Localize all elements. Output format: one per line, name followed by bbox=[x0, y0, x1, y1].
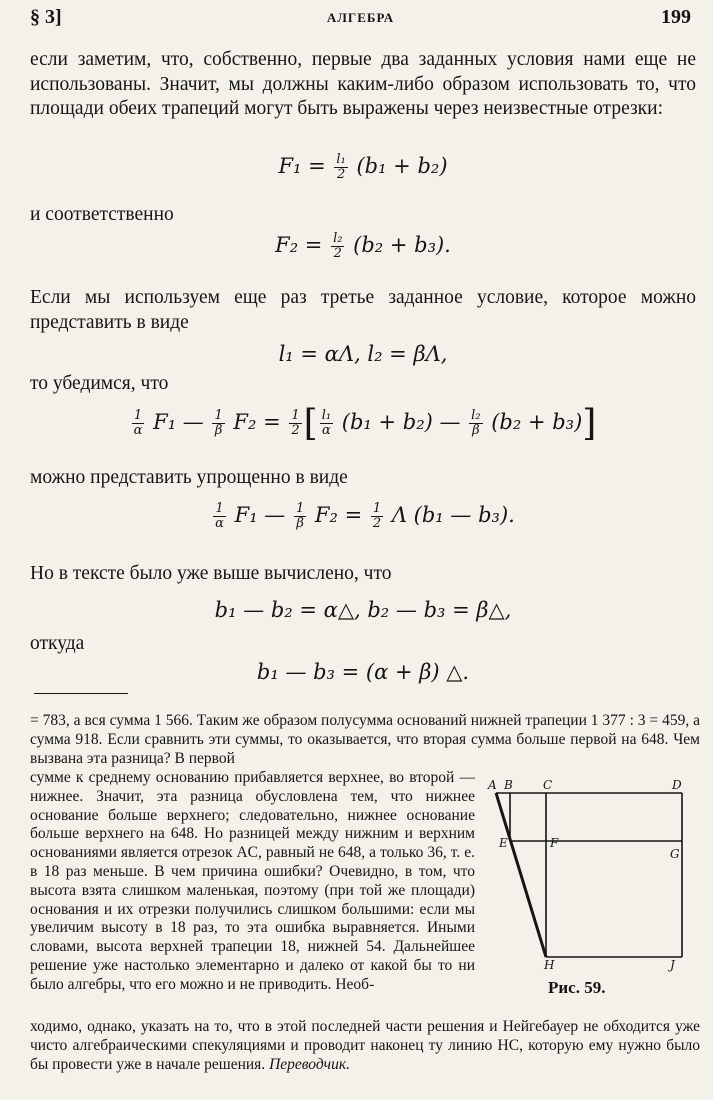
paragraph-2: и соответственно bbox=[30, 204, 174, 225]
footnote-top: = 783, а вся сумма 1 566. Таким же образом полусумма оснований нижней трапеции 1 377 : 3 = 459, а сумма 918. Если сравнить эти суммы, то оказывается, что вторая сумма больше первой на 648. Чем вызвана эта разница? В первой bbox=[30, 712, 700, 767]
formula-f6: b₁ — b₂ = α△, b₂ — b₃ = β△, bbox=[214, 598, 512, 622]
translator-signature: Переводчик. bbox=[269, 1055, 350, 1073]
paragraph-7: откуда bbox=[30, 633, 85, 654]
trapezoid-diagram bbox=[486, 777, 692, 972]
label-A: A bbox=[488, 778, 497, 792]
label-J: J bbox=[670, 958, 675, 972]
formula-f2: F₂ = $\frac{\text{l₂}}{2}$ (b₂ + b₃). bbox=[275, 231, 451, 261]
running-title: АЛГЕБРА bbox=[326, 10, 395, 25]
paragraph-4: то убедимся, что bbox=[30, 373, 169, 394]
paragraph-6: Но в тексте было уже выше вычислено, что bbox=[30, 563, 392, 584]
formula-f4: $\frac{1}{\alpha}$ F₁ — $\frac{1}{\beta}$ F₂ = $\frac{1}{2}$ [ $\frac{\text{l₁}}{\alpha}$ (b₁ + b₂) — $\frac{\text{l₂}}{\beta}$ (b₂ + b₃)] bbox=[133, 403, 597, 444]
label-B: B bbox=[504, 778, 513, 792]
footnote-bottom: ходимо, однако, указать на то, что в этой последней части решения и Нейгебауер не обходится уже чисто алгебраическими спекуляциями и проводит наконец ту линию HC, которую ему нужно было бы провести уже в начале решения. Переводчик. bbox=[30, 1018, 700, 1073]
paragraph-1: если заметим, что, собственно, первые два заданных условия нами еще не использованы. Значит, мы должны каким-либо образом использовать то, что площади обеих трапеций могут быть выражены через неизвестные отрезки: bbox=[30, 49, 696, 119]
figure-59 bbox=[486, 777, 692, 977]
footnote-divider bbox=[34, 693, 128, 694]
label-H: H bbox=[544, 958, 555, 972]
label-G: G bbox=[670, 847, 680, 861]
paragraph-5: можно представить упрощенно в виде bbox=[30, 467, 348, 488]
formula-f7: b₁ — b₃ = (α + β) △. bbox=[256, 660, 470, 684]
formula-f3: l₁ = αΛ, l₂ = βΛ, bbox=[278, 342, 448, 366]
page-number: 199 bbox=[661, 6, 691, 28]
label-E: E bbox=[499, 836, 508, 850]
label-F: F bbox=[550, 836, 559, 850]
page-header bbox=[30, 6, 691, 34]
paragraph-3: Если мы используем еще раз третье заданное условие, которое можно представить в виде bbox=[30, 287, 696, 333]
formula-f5: $\frac{1}{\alpha}$ F₁ — $\frac{1}{\beta}$ F₂ = $\frac{1}{2}$ Λ (b₁ — b₃). bbox=[215, 501, 515, 531]
label-C: C bbox=[543, 778, 553, 792]
formula-f1: F₁ = $\frac{\text{l₁}}{2}$ (b₁ + b₂) bbox=[278, 152, 448, 182]
label-D: D bbox=[672, 778, 682, 792]
figure-caption: Рис. 59. bbox=[548, 978, 606, 997]
section-number: § 3] bbox=[30, 6, 62, 28]
footnote-wrapped-text: сумме к среднему основанию прибавляется верхнее, во второй — нижнее. Значит, эта разница обусловлена тем, что нижнее основание больше верхнего; следовательно, нижнее основание больше верхнего на 648. Но разницей между нижним и верхним основаниями является отрезок AC, равный не 648, а только 36, т. е. в 18 раз меньше. В чем причина ошибки? Очевидно, в том, что высота взята слишком маленькая, поэтому (при той же площади) основания и их отрезки получились слишком большими: если мы увеличим высоту в 18 раз, то эта ошибка выравняется. Иными словами, высота верхней трапеции 18, нижней 54. Дальнейшее решение уже настолько элементарно и далеко от какой бы то ни было алгебры, что его можно и не приводить. Необ- bbox=[30, 769, 475, 993]
